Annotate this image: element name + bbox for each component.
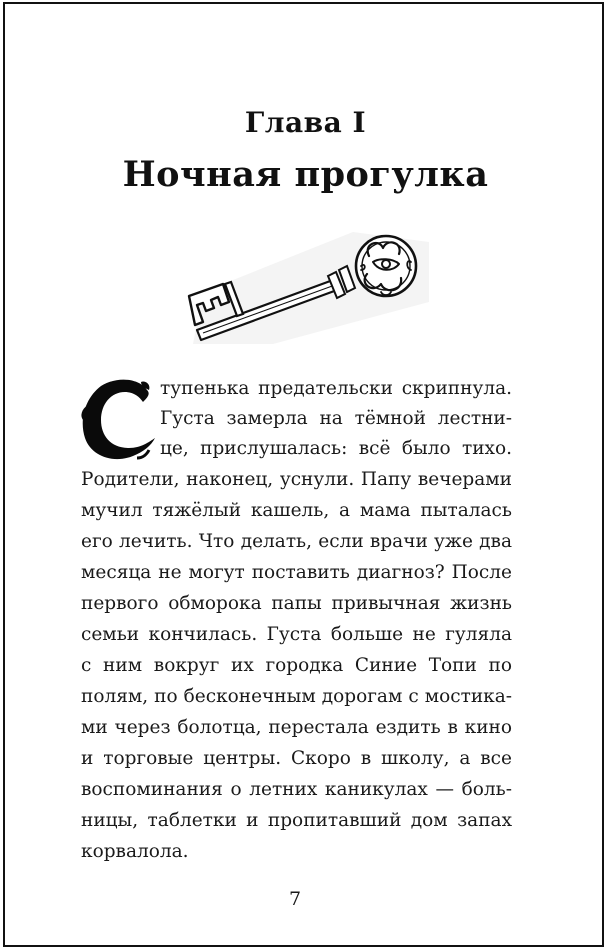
page-number: 7 (288, 888, 302, 910)
text-line: тупенька предательски скрипнула. (160, 378, 512, 399)
chapter-title: Ночная прогулка (122, 154, 489, 195)
text-line: с ним вокруг их городка Синие Топи по (81, 655, 512, 676)
body-text (5, 4, 606, 944)
book-page (3, 2, 604, 947)
text-line: воспоминания о летних каникулах — боль- (81, 779, 512, 800)
text-line: месяца не могут поставить диагноз? После (81, 562, 512, 583)
text-line: семьи кончилась. Густа больше не гуляла (81, 624, 512, 645)
svg-text:С: С (77, 363, 88, 380)
text-line: и торговые центры. Скоро в школу, а все (81, 748, 512, 769)
text-line: ницы, таблетки и пропитавший дом запах (81, 810, 512, 831)
text-line: ми через болотца, перестала ездить в кино (81, 717, 512, 738)
text-line: полям, по бесконечным дорогам с мостика- (81, 686, 512, 707)
text-line: мучил тяжёлый кашель, а мама пыталась (81, 500, 512, 521)
text-line: Густа замерла на тёмной лестни- (160, 408, 512, 429)
text-line: корвалола. (81, 841, 189, 862)
text-line: Родители, наконец, уснули. Папу вечерами (81, 469, 512, 490)
text-line: це, прислушалась: всё было тихо. (160, 438, 512, 459)
chapter-number: Глава I (244, 106, 367, 139)
text-line: первого обморока папы привычная жизнь (81, 593, 512, 614)
text-line: его лечить. Что делать, если врачи уже два (81, 531, 512, 552)
